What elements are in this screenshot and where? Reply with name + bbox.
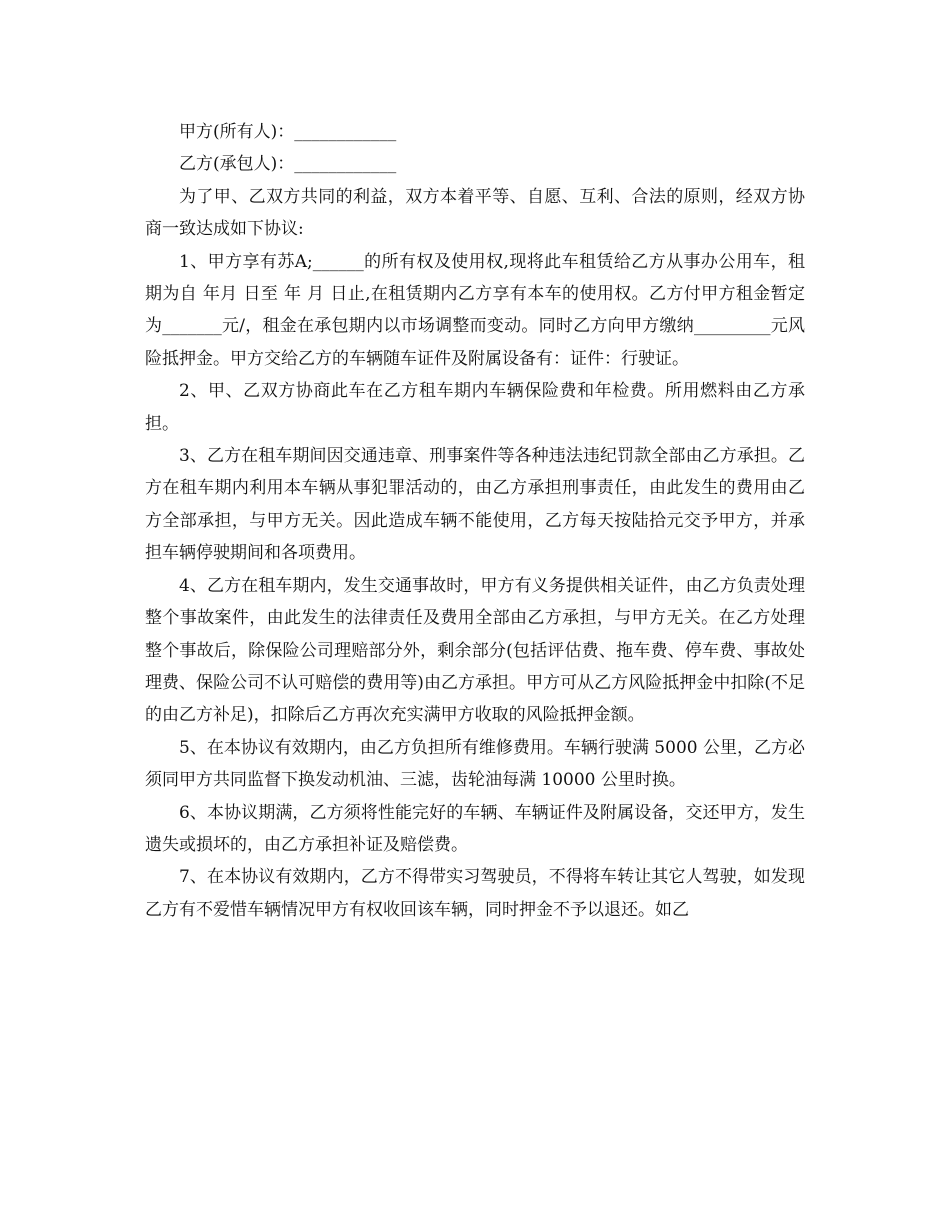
clause-2: 2、甲、乙双方协商此车在乙方租车期内车辆保险费和年检费。所用燃料由乙方承担。 [145,381,805,434]
clause-6: 6、本协议期满，乙方须将性能完好的车辆、车辆证件及附属设备，交还甲方，发生遗失或损坏的，由乙方承担补证及赔偿费。 [145,802,805,855]
party-b-line: 乙方(承包人)：____________ [179,154,397,175]
clause-7: 7、在本协议有效期内，乙方不得带实习驾驶员，不得将车转让其它人驾驶，如发现乙方有不爱惜车辆情况甲方有权收回该车辆，同时押金不予以退还。如乙 [145,867,805,920]
clause-3: 3、乙方在租车期间因交通违章、刑事案件等各种违法违纪罚款全部由乙方承担。乙方在租车期内利用本车辆从事犯罪活动的，由乙方承担刑事责任，由此发生的费用由乙方全部承担，与甲方无关。因此造成车辆不能使用，乙方每天按陆拾元交予甲方，并承担车辆停驶期间和各项费用。 [145,446,805,564]
intro-paragraph: 为了甲、乙双方共同的利益，双方本着平等、自愿、互利、合法的原则，经双方协商一致达成如下协议: [145,186,805,240]
clause-4: 4、乙方在租车期内，发生交通事故时，甲方有义务提供相关证件，由乙方负责处理整个事故案件，由此发生的法律责任及费用全部由乙方承担，与甲方无关。在乙方处理整个事故后，除保险公司理赔部分外，剩余部分(包括评估费、拖车费、停车费、事故处理费、保险公司不认可赔偿的费用等)由乙方承担。甲方可从乙方风险抵押金中扣除(不足的由乙方补足)，扣除后乙方再次充实满甲方收取的风险抵押金额。 [145,575,805,726]
contract-body [145,116,805,926]
clause-1: 1、甲方享有苏A;______的所有权及使用权,现将此车租赁给乙方从事办公用车，租期为自 年月 日至 年 月 日止,在租赁期内乙方享有本车的使用权。乙方付甲方租金暂定为_______元/，租金在承包期内以市场调整而变动。同时乙方向甲方缴纳_________元风险抵押金。甲方交给乙方的车辆随车证件及附属设备有：证件：行驶证。 [145,251,805,369]
party-a-line: 甲方(所有人)：____________ [179,122,397,142]
clause-5: 5、在本协议有效期内，由乙方负担所有维修费用。车辆行驶满 5000 公里，乙方必须同甲方共同监督下换发动机油、三滤，齿轮油每满 10000 公里时换。 [145,737,805,791]
